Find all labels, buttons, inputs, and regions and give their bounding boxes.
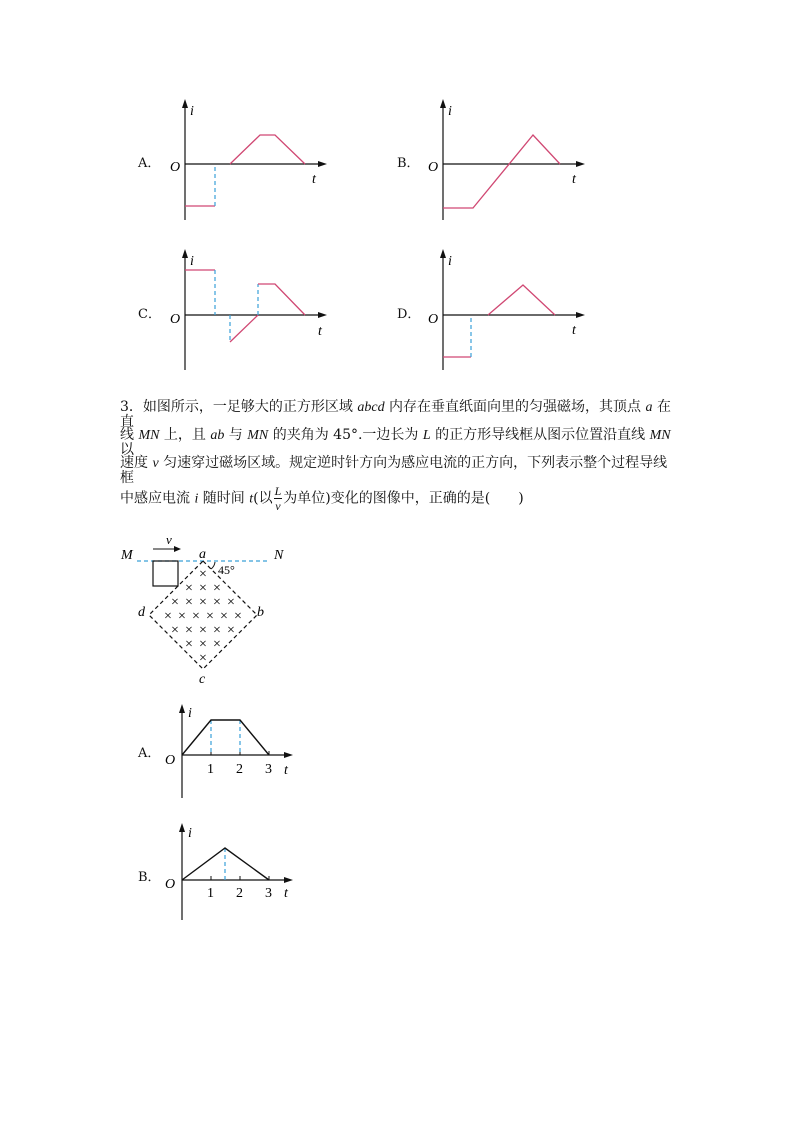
svg-text:1: 1 bbox=[207, 886, 214, 901]
svg-text:×: × bbox=[164, 609, 172, 624]
current-curve bbox=[230, 135, 305, 164]
current-curve bbox=[443, 135, 560, 208]
label-angle: 45° bbox=[218, 563, 235, 577]
option-b-label[interactable]: B． bbox=[397, 156, 420, 171]
question-line-3: 速度 v 匀速穿过磁场区域。规定逆时针方向为感应电流的正方向，下列表示整个过程导线框 bbox=[120, 455, 668, 486]
graph-top-d bbox=[418, 245, 593, 375]
axis-i-label: i bbox=[190, 104, 194, 119]
svg-text:×: × bbox=[199, 595, 207, 610]
axis-t-label: t bbox=[572, 172, 576, 187]
option-c-label[interactable]: C． bbox=[138, 307, 161, 322]
question-line-1: 3．如图所示，一足够大的正方形区域 abcd 内存在垂直纸面向里的匀强磁场，其顶点 a 在直 bbox=[120, 399, 671, 430]
svg-text:×: × bbox=[213, 623, 221, 638]
svg-text:2: 2 bbox=[236, 886, 243, 901]
axis-t-label: t bbox=[318, 324, 322, 339]
label-v: v bbox=[166, 532, 172, 547]
axis-i-label: i bbox=[190, 254, 194, 269]
current-curve bbox=[182, 720, 269, 755]
graph-top-c bbox=[160, 245, 335, 375]
svg-text:×: × bbox=[220, 609, 228, 624]
graph-bottom-a bbox=[160, 700, 300, 800]
svg-text:×: × bbox=[234, 609, 242, 624]
svg-text:×: × bbox=[178, 609, 186, 624]
magnetic-field-figure bbox=[115, 530, 300, 685]
label-a: a bbox=[199, 547, 206, 562]
label-c: c bbox=[199, 672, 206, 685]
svg-text:×: × bbox=[227, 595, 235, 610]
graph-top-a bbox=[160, 95, 335, 225]
svg-text:×: × bbox=[185, 623, 193, 638]
axis-i-label: i bbox=[448, 104, 452, 119]
svg-text:×: × bbox=[185, 581, 193, 596]
current-segment bbox=[230, 315, 258, 342]
question-line-4: 中感应电流 i 随时间 t(以 $\frac{L}{v}$ 为单位)变化的图像中，正确的是( ) bbox=[120, 484, 524, 513]
svg-text:×: × bbox=[185, 595, 193, 610]
svg-text:t: t bbox=[284, 763, 288, 778]
graph-top-b bbox=[418, 95, 593, 225]
svg-text:3: 3 bbox=[265, 762, 272, 777]
svg-text:×: × bbox=[199, 637, 207, 652]
fraction-l-over-v: $\frac{L}{v}$ bbox=[274, 484, 282, 513]
svg-text:×: × bbox=[199, 651, 207, 666]
axis-i-label: i bbox=[448, 254, 452, 269]
question-line-2: 线 MN 上，且 ab 与 MN 的夹角为 45°.一边长为 L 的正方形导线框从图示位置沿直线 MN 以 bbox=[120, 427, 671, 458]
field-crosses bbox=[164, 567, 242, 666]
origin-label: O bbox=[170, 160, 181, 175]
bottom-option-a-label[interactable]: A． bbox=[138, 746, 161, 761]
option-a-label[interactable]: A． bbox=[138, 156, 161, 171]
svg-text:i: i bbox=[188, 826, 192, 841]
svg-text:×: × bbox=[185, 637, 193, 652]
bottom-option-b-label[interactable]: B． bbox=[138, 870, 161, 885]
graph-bottom-b bbox=[160, 822, 300, 922]
axis-t-label: t bbox=[572, 323, 576, 338]
svg-text:×: × bbox=[192, 609, 200, 624]
svg-text:×: × bbox=[171, 595, 179, 610]
svg-text:×: × bbox=[199, 567, 207, 582]
svg-text:×: × bbox=[213, 637, 221, 652]
label-d: d bbox=[138, 605, 145, 620]
svg-text:×: × bbox=[171, 623, 179, 638]
svg-text:3: 3 bbox=[265, 886, 272, 901]
svg-text:O: O bbox=[165, 753, 176, 768]
svg-text:i: i bbox=[188, 706, 192, 721]
svg-text:2: 2 bbox=[236, 762, 243, 777]
label-b: b bbox=[257, 605, 264, 620]
svg-text:×: × bbox=[213, 581, 221, 596]
label-m: M bbox=[121, 548, 133, 563]
svg-text:×: × bbox=[227, 623, 235, 638]
svg-text:O: O bbox=[165, 877, 176, 892]
svg-text:×: × bbox=[213, 595, 221, 610]
svg-text:×: × bbox=[199, 623, 207, 638]
current-curve bbox=[488, 285, 555, 315]
svg-text:×: × bbox=[206, 609, 214, 624]
origin-label: O bbox=[428, 160, 439, 175]
option-d-label[interactable]: D． bbox=[397, 307, 421, 322]
svg-text:1: 1 bbox=[207, 762, 214, 777]
axis-t-label: t bbox=[312, 172, 316, 187]
svg-text:t: t bbox=[284, 886, 288, 901]
origin-label: O bbox=[428, 312, 439, 327]
origin-label: O bbox=[170, 312, 181, 327]
label-n: N bbox=[274, 548, 284, 563]
current-curve bbox=[258, 284, 305, 315]
svg-text:×: × bbox=[199, 581, 207, 596]
wire-loop bbox=[153, 561, 178, 586]
